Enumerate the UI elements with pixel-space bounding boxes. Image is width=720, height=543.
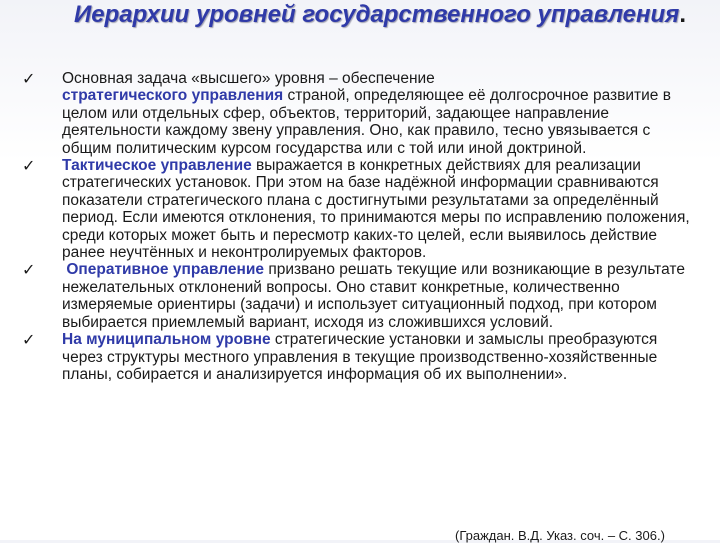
bullet-text-post: страной, определяющее её долгосрочное развитие в целом или отдельных сфер, объектов, территорий, задающее направление деятельности каждому звену управления. Оно, как правило, тесно увязывается с общим политическим курсом государства или с той или иной доктриной. — [62, 87, 671, 157]
slide-title-text: Иерархии уровней государственного управления — [73, 1, 680, 28]
bullet-text-pre: Основная задача «высшего» уровня – обеспечение — [62, 70, 435, 87]
bullet-item-municipal — [22, 331, 692, 383]
checkmark-icon: ✓ — [22, 156, 36, 176]
slide-title — [60, 2, 700, 28]
checkmark-icon: ✓ — [22, 260, 36, 280]
bullet-item-tactical — [22, 157, 692, 261]
citation: (Граждан. В.Д. Указ. соч. – С. 306.) — [455, 528, 665, 543]
bullet-item-strategic — [22, 70, 692, 157]
bullet-highlight: На муниципальном уровне — [62, 331, 271, 349]
bullet-list — [22, 70, 692, 383]
checkmark-icon: ✓ — [22, 69, 36, 88]
checkmark-icon: ✓ — [22, 330, 36, 350]
bullet-text-post: стратегические установки и замыслы преобразуются через структуры местного управления в текущие производственно-хозяйственные планы, собирается и анализируется информация об их выполнении». — [62, 331, 658, 383]
bullet-text-post: призвано решать текущие или возникающие в результате нежелательных отклонений вопросы. Оно ставит конкретные, количественно измеряемые ориентиры (задачи) и использует ситуационный подход, при котором выбирается приемлемый вариант, исходя из сложившихся условий. — [62, 261, 685, 331]
bullet-highlight: стратегического управления — [62, 87, 284, 105]
slide-title-dot: . — [679, 1, 686, 28]
bullet-highlight: Тактическое управление — [62, 157, 252, 175]
bullet-highlight: Оперативное управление — [66, 261, 265, 279]
bullet-item-operational — [22, 261, 692, 331]
bullet-text-post: выражается в конкретных действиях для реализации стратегических установок. При этом на базе надёжной информации сравниваются показатели стратегического плана с достигнутыми результатами за определённый период. Если имеются отклонения, то принимаются меры по исправлению положения, среди которых может быть и пересмотр каких-то целей, если выявилось действие ранее неучтённых и неконтролируемых факторов. — [62, 157, 690, 262]
